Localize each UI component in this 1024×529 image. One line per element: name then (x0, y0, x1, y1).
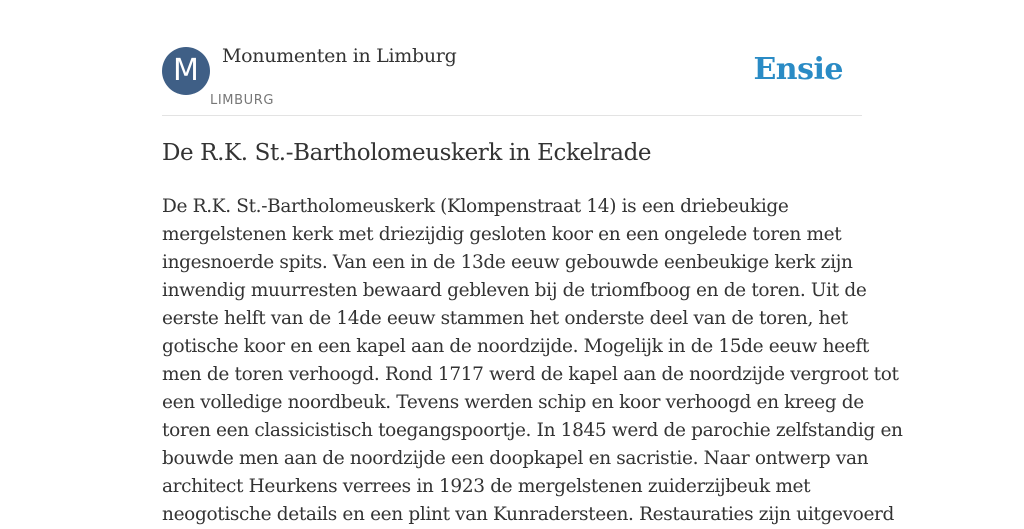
brand-logo[interactable]: Ensie (753, 52, 843, 87)
header-divider (162, 115, 862, 116)
article-title: De R.K. St.-Bartholomeuskerk in Eckelrade (162, 140, 652, 166)
body-line: eerste helft van de 14de eeuw stammen het onderste deel van de toren, het (162, 308, 848, 329)
body-line: ingesnoerde spits. Van een in de 13de eeuw gebouwde eenbeukige kerk zijn (162, 252, 853, 273)
body-line: mergelstenen kerk met driezijdig gesloten koor en een ongelede toren met (162, 224, 842, 245)
body-line: De R.K. St.-Bartholomeuskerk (Klompenstraat 14) is een driebeukige (162, 196, 789, 217)
body-line: men de toren verhoogd. Rond 1717 werd de kapel aan de noordzijde vergroot tot (162, 364, 899, 385)
body-line: bouwde men aan de noordzijde een doopkapel en sacristie. Naar ontwerp van (162, 448, 869, 469)
body-line: neogotische details en een plint van Kunradersteen. Restauraties zijn uitgevoerd (162, 504, 895, 525)
body-line: architect Heurkens verrees in 1923 de mergelstenen zuiderzijbeuk met (162, 476, 811, 497)
body-line: gotische koor en een kapel aan de noordzijde. Mogelijk in de 15de eeuw heeft (162, 336, 869, 357)
source-tag[interactable]: LIMBURG (210, 93, 275, 108)
body-line: inwendig muurresten bewaard gebleven bij de triomfboog en de toren. Uit de (162, 280, 867, 301)
body-line: een volledige noordbeuk. Tevens werden schip en koor verhoogd en kreeg de (162, 392, 864, 413)
body-line: toren een classicistisch toegangspoortje. In 1845 werd de parochie zelfstandig en (162, 420, 903, 441)
article-body (162, 193, 903, 529)
source-title-link[interactable]: Monumenten in Limburg (222, 45, 457, 67)
avatar[interactable]: M (162, 47, 210, 95)
